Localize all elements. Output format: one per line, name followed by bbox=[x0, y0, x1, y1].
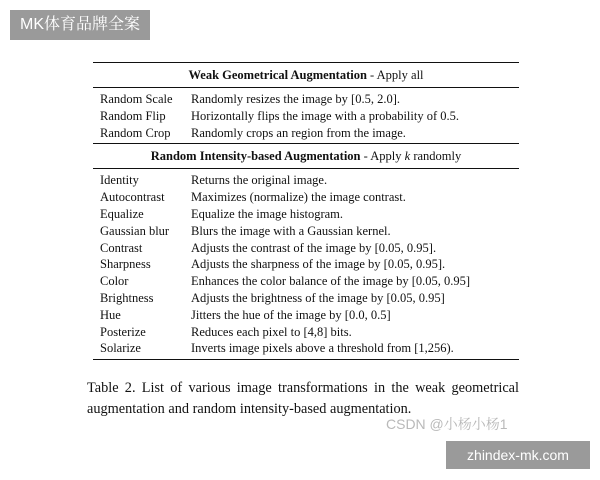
table-row bbox=[93, 240, 519, 257]
section1-rows bbox=[93, 88, 519, 143]
section1-header bbox=[93, 63, 519, 87]
table-row bbox=[93, 290, 519, 307]
transform-description: Adjusts the contrast of the image by [0.05, 0.95]. bbox=[191, 240, 437, 255]
transform-description: Reduces each pixel to [4,8] bits. bbox=[191, 324, 352, 339]
transform-name: Hue bbox=[100, 307, 121, 322]
transform-description: Equalize the image histogram. bbox=[191, 206, 344, 221]
transform-name: Random Crop bbox=[100, 125, 171, 140]
section2-note-var: k bbox=[404, 149, 411, 164]
transform-name: Autocontrast bbox=[100, 190, 165, 205]
table-row bbox=[93, 172, 519, 189]
watermark-top: MK体育品牌全案 bbox=[10, 10, 150, 40]
transform-description: Adjusts the sharpness of the image by [0.05, 0.95]. bbox=[191, 257, 446, 272]
transform-name: Sharpness bbox=[100, 257, 151, 272]
table-row bbox=[93, 324, 519, 341]
transform-description: Inverts image pixels above a threshold from [1,256). bbox=[191, 341, 454, 356]
csdn-watermark: CSDN @小杨小杨1 bbox=[386, 416, 508, 432]
transform-description: Returns the original image. bbox=[191, 173, 328, 188]
table-row bbox=[93, 206, 519, 223]
transform-description: Horizontally flips the image with a probability of 0.5. bbox=[191, 108, 459, 123]
table-row bbox=[93, 125, 519, 142]
transform-name: Random Scale bbox=[100, 92, 173, 106]
table-caption: Table 2. List of various image transformations in the weak geometrical augmentation and random intensity-based augmentation. bbox=[87, 380, 519, 417]
transform-description: Jitters the hue of the image by [0.0, 0.5] bbox=[191, 307, 391, 322]
table-row bbox=[93, 223, 519, 240]
transform-name: Equalize bbox=[100, 206, 144, 221]
transform-name: Brightness bbox=[100, 290, 154, 305]
table-row bbox=[93, 108, 519, 125]
section2-note-suffix: randomly bbox=[410, 149, 462, 164]
transform-name: Gaussian blur bbox=[100, 223, 170, 238]
section2-title: Random Intensity-based Augmentation bbox=[150, 149, 361, 164]
transform-name: Identity bbox=[100, 173, 139, 188]
transform-description: Maximizes (normalize) the image contrast. bbox=[191, 190, 406, 205]
table-row bbox=[93, 91, 519, 108]
transform-description: Adjusts the brightness of the image by [0.05, 0.95] bbox=[191, 290, 445, 305]
transform-description: Blurs the image with a Gaussian kernel. bbox=[191, 223, 391, 238]
transform-name: Solarize bbox=[100, 341, 141, 356]
table-row bbox=[93, 189, 519, 206]
transform-name: Posterize bbox=[100, 324, 146, 339]
table-row bbox=[93, 307, 519, 324]
table-row bbox=[93, 340, 519, 357]
section2-note-prefix: - Apply bbox=[360, 149, 405, 164]
transform-name: Random Flip bbox=[100, 108, 166, 123]
transform-description: Enhances the color balance of the image by [0.05, 0.95] bbox=[191, 274, 471, 289]
transform-name: Color bbox=[100, 274, 129, 289]
section2-rows bbox=[93, 169, 519, 359]
section2-header bbox=[93, 144, 519, 168]
watermark-bottom: zhindex-mk.com bbox=[446, 441, 590, 469]
table-bottom-rule bbox=[93, 359, 519, 360]
transform-name: Contrast bbox=[100, 240, 143, 255]
transform-description: Randomly resizes the image by [0.5, 2.0]. bbox=[191, 92, 400, 106]
section1-note: - Apply all bbox=[366, 68, 424, 82]
transform-description: Randomly crops an region from the image. bbox=[191, 125, 406, 140]
augmentation-table bbox=[93, 62, 519, 360]
table-row bbox=[93, 273, 519, 290]
section1-title: Weak Geometrical Augmentation bbox=[188, 68, 367, 82]
table-row bbox=[93, 256, 519, 273]
